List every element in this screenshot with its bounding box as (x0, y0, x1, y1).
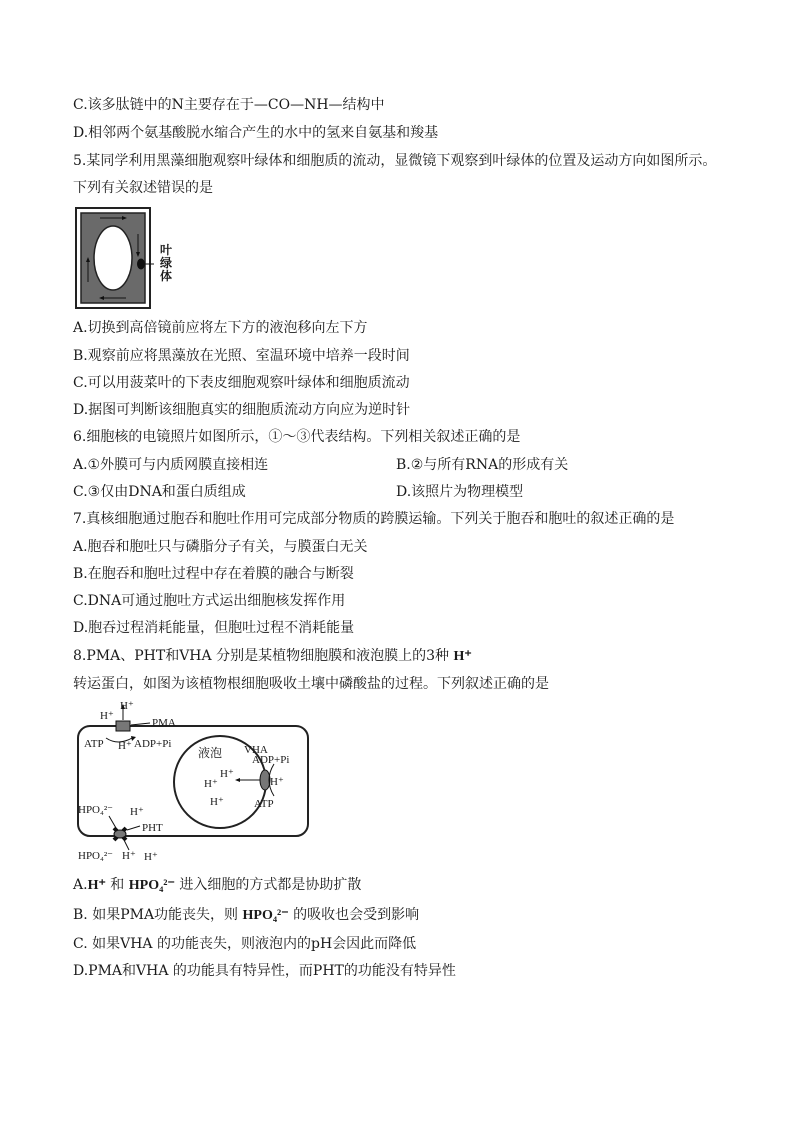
q6-stem: 6.细胞核的电镜照片如图所示，①～③代表结构。下列相关叙述正确的是 (73, 429, 521, 445)
fig-h-label-3: H⁺ (118, 740, 132, 752)
q7-stem: 7.真核细胞通过胞吞和胞吐作用可完成部分物质的跨膜运输。下列关于胞吞和胞吐的叙述正确的是 (73, 511, 675, 527)
fig-adp-label-2: ADP+Pi (252, 754, 290, 766)
q7-option-d: D.胞吞过程消耗能量，但胞吐过程不消耗能量 (73, 620, 355, 636)
fig-atp-label-1: ATP (84, 738, 104, 750)
q5-option-d: D.据图可判断该细胞真实的细胞质流动方向应为逆时针 (73, 402, 411, 418)
chloroplast-label: 叶 绿 体 (160, 243, 173, 283)
fig-h-label-1: H⁺ (100, 710, 114, 722)
q5-stem-line2: 下列有关叙述错误的是 (73, 180, 213, 196)
q8-option-c: C. 如果VHA 的功能丧失，则液泡内的pH会因此而降低 (73, 936, 417, 952)
q7-option-a: A.胞吞和胞吐只与磷脂分子有关，与膜蛋白无关 (73, 539, 368, 555)
fig-h-label-9: H⁺ (122, 850, 136, 862)
fig-h-label-10: H⁺ (144, 851, 158, 863)
q6-option-b: B.②与所有RNA的形成有关 (396, 457, 569, 473)
fig-h-label-4: H⁺ (220, 768, 234, 780)
q7-option-b: B.在胞吞和胞吐过程中存在着膜的融合与断裂 (73, 566, 354, 582)
fig-pma-label: PMA (152, 717, 176, 729)
q8-option-a: A.H⁺ 和 HPO₄²⁻ 进入细胞的方式都是协助扩散 (73, 877, 362, 893)
fig-h-label-6: H⁺ (270, 776, 284, 788)
q8-stem-line1: 8.PMA、PHT和VHA 分别是某植物细胞膜和液泡膜上的3种 H⁺ (73, 648, 472, 664)
q8-stem-line2: 转运蛋白，如图为该植物根细胞吸收土壤中磷酸盐的过程。下列叙述正确的是 (73, 676, 549, 692)
fig-h-label-7: H⁺ (210, 796, 224, 808)
fig-hpo4-label-bottom: HPO₄²⁻ (78, 850, 113, 862)
fig-h-label-8: H⁺ (130, 806, 144, 818)
q6-option-c: C.③仅由DNA和蛋白质组成 (73, 484, 246, 500)
q6-option-a: A.①外膜可与内质网膜直接相连 (73, 457, 269, 473)
q5-stem-line1: 5.某同学利用黑藻细胞观察叶绿体和细胞质的流动，显微镜下观察到叶绿体的位置及运动方向如图所示。 (73, 153, 717, 169)
fig-adp-label-1: ADP+Pi (134, 738, 172, 750)
fig-pht-label: PHT (142, 822, 163, 834)
q5-cell-figure (74, 206, 184, 312)
fig-hpo4-label-top: HPO₄²⁻ (78, 804, 113, 816)
fig-vha-label: VHA (244, 744, 268, 756)
q5-option-b: B.观察前应将黑藻放在光照、室温环境中培养一段时间 (73, 348, 410, 364)
fig-atp-label-2: ATP (254, 798, 274, 810)
q6-option-d: D.该照片为物理模型 (396, 484, 524, 500)
q7-option-c: C.DNA可通过胞吐方式运出细胞核发挥作用 (73, 593, 346, 609)
option-d-prev: D.相邻两个氨基酸脱水缩合产生的水中的氢来自氨基和羧基 (73, 125, 439, 141)
q5-option-c: C.可以用菠菜叶的下表皮细胞观察叶绿体和细胞质流动 (73, 375, 410, 391)
q8-option-b: B. 如果PMA功能丧失，则 HPO₄²⁻ 的吸收也会受到影响 (73, 907, 420, 923)
fig-h-label-5: H⁺ (204, 778, 218, 790)
q8-option-d: D.PMA和VHA 的功能具有特异性，而PHT的功能没有特异性 (73, 963, 456, 979)
q8-root-cell-figure (74, 700, 314, 866)
q5-option-a: A.切换到高倍镜前应将左下方的液泡移向左下方 (73, 320, 368, 336)
fig-vacuole-label: 液泡 (198, 746, 223, 760)
fig-h-label-2: H⁺ (120, 700, 134, 712)
option-c-prev: C.该多肽链中的N主要存在于—CO—NH—结构中 (73, 97, 385, 113)
